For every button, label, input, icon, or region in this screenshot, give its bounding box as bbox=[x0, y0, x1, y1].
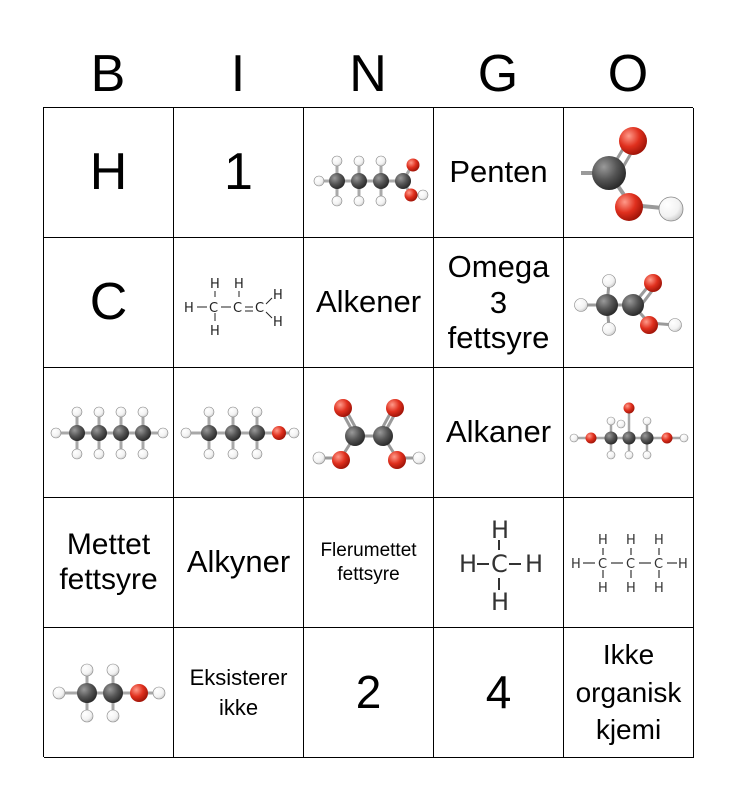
cell-text: Flerumettet fettsyre bbox=[320, 539, 417, 585]
atom-h: H bbox=[209, 323, 220, 339]
atom-h: H bbox=[570, 556, 581, 572]
atom-h: H bbox=[625, 580, 636, 596]
cell-r4c3[interactable] bbox=[434, 628, 564, 758]
cell-r1c1[interactable] bbox=[174, 238, 304, 368]
atom-h: H bbox=[458, 549, 477, 578]
cell-r3c2[interactable] bbox=[304, 498, 434, 628]
cell-r4c2[interactable] bbox=[304, 628, 434, 758]
atom-h: H bbox=[653, 532, 664, 548]
atom-c: C bbox=[232, 300, 242, 316]
atom-h: H bbox=[597, 580, 608, 596]
atom-h: H bbox=[625, 532, 636, 548]
propane-formula-image bbox=[567, 518, 691, 608]
cell-text: Eksisterer ikke bbox=[189, 664, 288, 720]
atom-h: H bbox=[677, 556, 688, 572]
atom-c: C bbox=[208, 300, 218, 316]
propene-formula-image bbox=[177, 253, 301, 353]
atom-h: H bbox=[524, 549, 543, 578]
atom-h: H bbox=[653, 580, 664, 596]
cell-r0c1[interactable] bbox=[174, 108, 304, 238]
atom-h: H bbox=[183, 300, 194, 316]
acetic-acid-model-image bbox=[567, 253, 691, 353]
atom-c: C bbox=[653, 556, 663, 572]
cell-r0c0[interactable] bbox=[44, 108, 174, 238]
cell-r1c0[interactable] bbox=[44, 238, 174, 368]
header-letter-i: I bbox=[230, 45, 246, 103]
cell-r2c1[interactable] bbox=[174, 368, 304, 498]
atom-h: H bbox=[272, 287, 283, 303]
header-letter-b: B bbox=[90, 45, 126, 103]
cell-r4c4[interactable] bbox=[564, 628, 694, 758]
bingo-header bbox=[43, 40, 693, 108]
cell-r3c3[interactable] bbox=[434, 498, 564, 628]
cell-text: H bbox=[89, 142, 128, 201]
atom-c: C bbox=[254, 300, 264, 316]
methane-formula-image bbox=[437, 508, 561, 618]
cell-text: Omega 3 fettsyre bbox=[447, 249, 550, 356]
ethanol-model-image bbox=[47, 653, 171, 733]
cell-r2c2[interactable] bbox=[304, 368, 434, 498]
cell-text: 1 bbox=[224, 142, 253, 201]
cell-r0c2[interactable] bbox=[304, 108, 434, 238]
oxalic-acid-model-image bbox=[307, 378, 431, 488]
cell-r2c3[interactable] bbox=[434, 368, 564, 498]
butanoic-acid-model-image bbox=[307, 133, 431, 213]
cell-r4c1[interactable] bbox=[174, 628, 304, 758]
atom-h: H bbox=[490, 587, 509, 616]
cell-r3c4[interactable] bbox=[564, 498, 694, 628]
cell-text: 2 bbox=[355, 666, 382, 719]
cell-text: Penten bbox=[449, 154, 548, 190]
carboxyl-group-model-image bbox=[567, 111, 691, 235]
header-letter-g: G bbox=[477, 45, 519, 103]
atom-h: H bbox=[272, 314, 283, 330]
atom-h: H bbox=[490, 515, 509, 544]
cell-text: C bbox=[89, 272, 128, 331]
cell-r1c3[interactable] bbox=[434, 238, 564, 368]
cell-text: Alkyner bbox=[186, 544, 291, 580]
cell-r1c2[interactable] bbox=[304, 238, 434, 368]
propanol-model-image bbox=[177, 398, 301, 468]
cell-text: 4 bbox=[485, 666, 512, 719]
header-letter-n: N bbox=[349, 45, 387, 103]
cell-r3c0[interactable] bbox=[44, 498, 174, 628]
atom-c: C bbox=[490, 549, 508, 578]
cell-text: Alkaner bbox=[445, 414, 552, 450]
header-letter-o: O bbox=[607, 45, 649, 103]
cell-r0c3[interactable] bbox=[434, 108, 564, 238]
butane-model-image bbox=[47, 398, 171, 468]
cell-text: Ikke organisk kjemi bbox=[575, 638, 682, 746]
atom-h: H bbox=[233, 276, 244, 292]
cell-r1c4[interactable] bbox=[564, 238, 694, 368]
atom-h: H bbox=[209, 276, 220, 292]
bingo-card bbox=[43, 107, 693, 757]
cell-text: Alkener bbox=[315, 284, 422, 320]
cell-r0c4[interactable] bbox=[564, 108, 694, 238]
cell-r3c1[interactable] bbox=[174, 498, 304, 628]
cell-r2c4[interactable] bbox=[564, 368, 694, 498]
cell-text: Mettet fettsyre bbox=[59, 528, 158, 596]
atom-c: C bbox=[597, 556, 607, 572]
atom-h: H bbox=[597, 532, 608, 548]
atom-c: C bbox=[625, 556, 635, 572]
cell-r4c0[interactable] bbox=[44, 628, 174, 758]
glycerol-model-image bbox=[567, 398, 691, 468]
cell-r2c0[interactable] bbox=[44, 368, 174, 498]
